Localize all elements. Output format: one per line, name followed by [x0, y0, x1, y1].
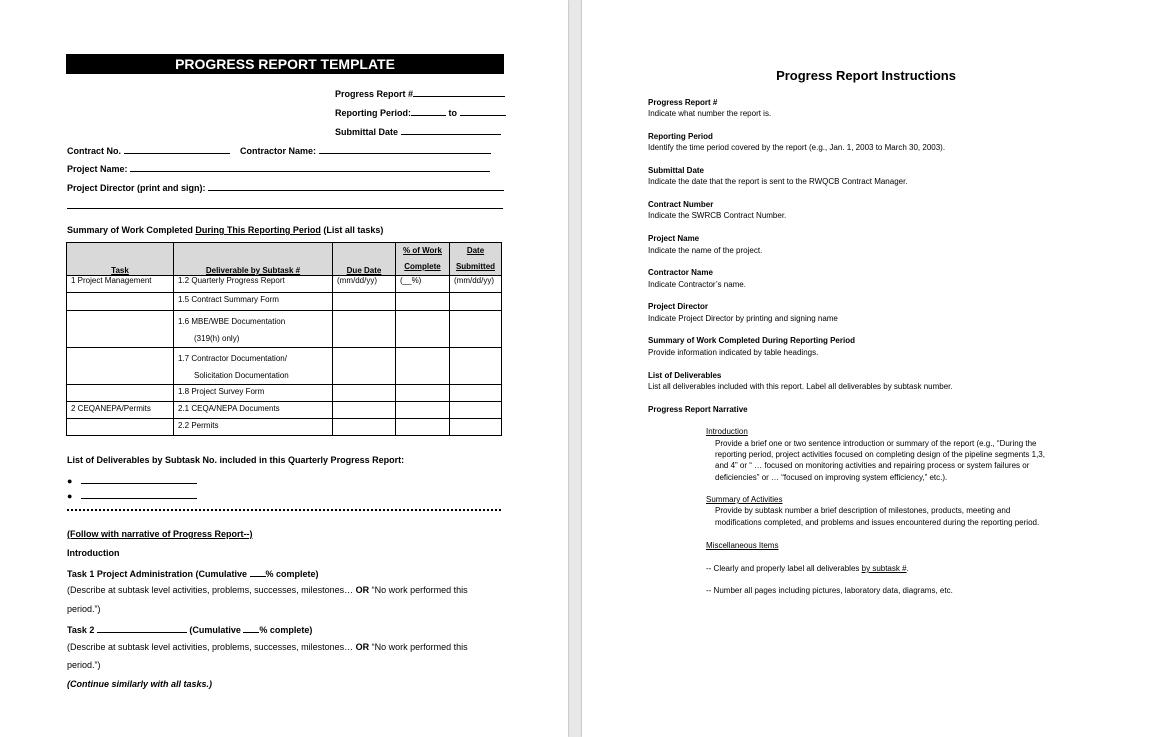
- contractor-name-label: Contractor Name:: [240, 146, 317, 156]
- deliverable-line: Solicitation Documentation: [194, 371, 289, 380]
- cell-percent: [396, 419, 450, 436]
- progress-report-number-field: [335, 87, 505, 99]
- task1-label: Task 1 Project Administration (Cumulative: [67, 569, 250, 579]
- header-task: Task: [67, 243, 174, 276]
- instruction-heading: Submittal Date: [648, 166, 705, 175]
- template-page: [0, 0, 568, 737]
- signature-line: [67, 208, 503, 209]
- intro-line: reporting period, project activities focused on completing design of the pipeline segments 1,3,: [715, 450, 1045, 459]
- instruction-heading: Contractor Name: [648, 268, 713, 277]
- task1-line: [67, 567, 319, 579]
- instruction-text: Indicate Project Director by printing and signing name: [648, 314, 838, 323]
- task2-suffix: % complete): [259, 625, 313, 635]
- project-name-field: [67, 162, 490, 174]
- table-row: [67, 311, 502, 348]
- header-percent-work: % of Work Complete: [396, 243, 450, 276]
- instruction-text: Provide information indicated by table headings.: [648, 348, 819, 357]
- describe-text: “No work performed this: [369, 585, 468, 595]
- cell-date: [450, 419, 502, 436]
- intro-line: deficiencies” or … “focused on improving system efficiency,” etc.).: [715, 473, 948, 482]
- instruction-text: List all deliverables included with this report. Label all deliverables by subtask number.: [648, 382, 953, 391]
- cell-task: 2 CEQANEPA/Permits: [67, 402, 174, 419]
- cell-deliverable: 2.2 Permits: [174, 419, 333, 436]
- activities-line: Provide by subtask number a brief description of milestones, products, meeting and: [715, 506, 1011, 515]
- cell-due-date: [333, 402, 396, 419]
- instruction-heading: Project Name: [648, 234, 700, 243]
- deliverable-line: 1.6 MBE/WBE Documentation: [178, 317, 286, 326]
- deliverables-heading: List of Deliverables by Subtask No. included in this Quarterly Progress Report:: [67, 455, 405, 465]
- or-word: OR: [355, 585, 370, 595]
- contract-no-label: Contract No.: [67, 146, 121, 156]
- deliverable-line: (319(h) only): [194, 334, 240, 343]
- reporting-period-to: to: [448, 108, 458, 118]
- misc-item-2: -- Number all pages including pictures, laboratory data, diagrams, etc.: [706, 586, 953, 595]
- dotted-divider: [67, 509, 501, 511]
- instructions-title: Progress Report Instructions: [776, 68, 956, 83]
- cell-deliverable: [174, 348, 333, 385]
- submittal-date-label: Submittal Date: [335, 127, 399, 137]
- bullet-item: ●: [67, 489, 197, 501]
- header-due-date: Due Date: [333, 243, 396, 276]
- instruction-text: Indicate the SWRCB Contract Number.: [648, 211, 787, 220]
- table-row: [67, 348, 502, 385]
- activities-heading: Summary of Activities: [706, 495, 783, 504]
- misc1-prefix: -- Clearly and properly label all deliverables: [706, 564, 862, 573]
- cell-percent: [396, 293, 450, 311]
- cell-date: [450, 348, 502, 385]
- work-summary-table: [66, 242, 502, 436]
- cell-deliverable: 1.5 Contract Summary Form: [174, 293, 333, 311]
- instruction-text: Indicate what number the report is.: [648, 109, 772, 118]
- task1-description: [67, 585, 468, 595]
- cell-percent: [396, 385, 450, 402]
- introduction-label: Introduction: [67, 548, 120, 558]
- instruction-heading: Contract Number: [648, 200, 714, 209]
- follow-note: (Follow with narrative of Progress Report--): [67, 529, 253, 539]
- project-director-label: Project Director (print and sign):: [67, 183, 206, 193]
- instruction-heading: List of Deliverables: [648, 371, 722, 380]
- cell-date: [450, 402, 502, 419]
- cell-due-date: [333, 419, 396, 436]
- cell-deliverable: [174, 311, 333, 348]
- cell-deliverable: 1.8 Project Survey Form: [174, 385, 333, 402]
- cell-percent: [396, 311, 450, 348]
- period-close: period.”): [67, 660, 101, 670]
- summary-prefix: Summary of Work Completed: [67, 225, 196, 235]
- cell-deliverable: 2.1 CEQA/NEPA Documents: [174, 402, 333, 419]
- instruction-heading: Summary of Work Completed During Reporting Period: [648, 336, 855, 345]
- misc-item-1: [706, 564, 909, 573]
- cell-date: [450, 311, 502, 348]
- instruction-heading: Progress Report #: [648, 98, 718, 107]
- header-deliverable: Deliverable by Subtask #: [174, 243, 333, 276]
- bullet-item: ●: [67, 474, 197, 486]
- activities-line: modifications completed, and problems and issues encountered during the reporting period.: [715, 518, 1040, 527]
- cell-task: [67, 419, 174, 436]
- instructions-page: [582, 0, 1150, 737]
- task2-line: [67, 623, 312, 635]
- table-row: [67, 385, 502, 402]
- cell-due-date: (mm/dd/yy): [333, 276, 396, 293]
- cell-task: [67, 311, 174, 348]
- describe-text: (Describe at subtask level activities, problems, successes, milestones…: [67, 642, 356, 652]
- task2-description: [67, 642, 468, 652]
- cell-due-date: [333, 348, 396, 385]
- task2-label: Task 2: [67, 625, 95, 635]
- narrative-heading: Progress Report Narrative: [648, 405, 748, 414]
- cell-due-date: [333, 311, 396, 348]
- continue-note: (Continue similarly with all tasks.): [67, 679, 213, 689]
- project-name-label: Project Name:: [67, 164, 128, 174]
- table-row: [67, 419, 502, 436]
- or-word: OR: [355, 642, 370, 652]
- contractor-name-field: [240, 144, 491, 156]
- period-close: period.”): [67, 604, 101, 614]
- intro-line: and 4” or “ … focused on monitoring activities and repairing process or system failures or: [715, 461, 1030, 470]
- summary-underlined: During This Reporting Period: [195, 225, 321, 235]
- contract-no-field: [67, 144, 230, 156]
- instruction-heading: Reporting Period: [648, 132, 713, 141]
- instruction-text: Indicate Contractor’s name.: [648, 280, 746, 289]
- misc-heading: Miscellaneous Items: [706, 541, 779, 550]
- progress-report-label: Progress Report #: [335, 89, 414, 99]
- describe-text: “No work performed this: [369, 642, 468, 652]
- cell-date: [450, 385, 502, 402]
- deliverable-line: 1.7 Contractor Documentation/: [178, 354, 287, 363]
- cell-task: [67, 348, 174, 385]
- misc1-suffix: .: [906, 564, 909, 573]
- cell-task: 1 Project Management: [67, 276, 174, 293]
- table-row: [67, 293, 502, 311]
- cell-percent: [396, 402, 450, 419]
- header-date-submitted: Date Submitted: [450, 243, 502, 276]
- reporting-period-label: Reporting Period:: [335, 108, 411, 118]
- cell-task: [67, 293, 174, 311]
- instruction-text: Identify the time period covered by the report (e.g., Jan. 1, 2003 to March 30, 2003).: [648, 143, 946, 152]
- instruction-text: Indicate the name of the project.: [648, 246, 763, 255]
- cell-percent: (__%): [396, 276, 450, 293]
- task1-suffix: % complete): [265, 569, 319, 579]
- describe-text: (Describe at subtask level activities, problems, successes, milestones…: [67, 585, 356, 595]
- cell-deliverable: 1.2 Quarterly Progress Report: [174, 276, 333, 293]
- template-title: PROGRESS REPORT TEMPLATE: [66, 54, 504, 74]
- table-header-row: [67, 243, 502, 276]
- instruction-heading: Project Director: [648, 302, 709, 311]
- cell-percent: [396, 348, 450, 385]
- intro-heading: Introduction: [706, 427, 748, 436]
- table-row: [67, 402, 502, 419]
- table-row: [67, 276, 502, 293]
- project-director-field: [67, 181, 504, 193]
- summary-heading: [67, 225, 383, 235]
- cell-date: [450, 293, 502, 311]
- misc1-underlined: by subtask #: [861, 564, 907, 573]
- cell-date: (mm/dd/yy): [450, 276, 502, 293]
- reporting-period-field: [335, 106, 506, 118]
- intro-line: Provide a brief one or two sentence introduction or summary of the report (e.g., “During the: [715, 439, 1037, 448]
- cell-due-date: [333, 385, 396, 402]
- task2-mid: (Cumulative: [189, 625, 244, 635]
- submittal-date-field: [335, 125, 501, 137]
- cell-task: [67, 385, 174, 402]
- instruction-text: Indicate the date that the report is sent to the RWQCB Contract Manager.: [648, 177, 908, 186]
- summary-suffix: (List all tasks): [320, 225, 384, 235]
- cell-due-date: [333, 293, 396, 311]
